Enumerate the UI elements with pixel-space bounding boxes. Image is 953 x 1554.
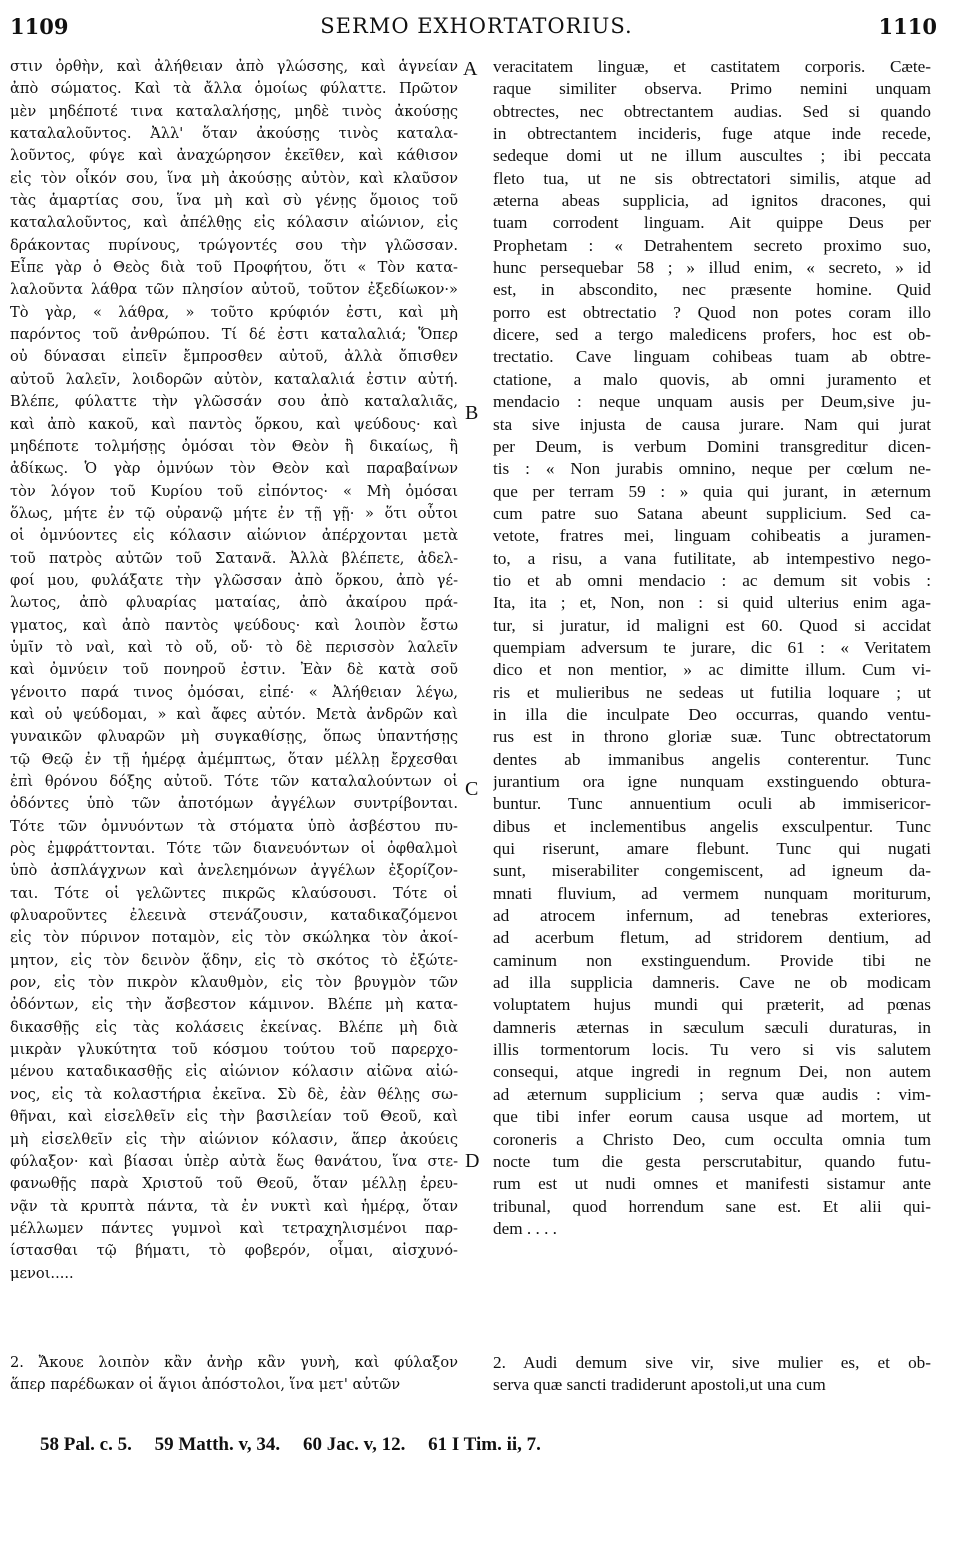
- greek-text-line: καταλαλοῦντος, καὶ ἀπέλθῃς εἰς κόλασιν αἰώνιον, εἰς: [10, 214, 458, 232]
- footnotes: [40, 1434, 559, 1456]
- latin-text-line: buntur. Tunc annuentium oculi ab immisericor-: [493, 794, 931, 814]
- latin-text-column: [493, 56, 931, 1240]
- greek-text-line: καταλαλοῦντος. Ἀλλ' ὅταν ἀκούσῃς τινὸς καταλα-: [10, 125, 458, 143]
- latin-text-line: dicere, sed a tergo maledicens profers, hoc est ob-: [493, 325, 931, 345]
- latin-text-line: Ita, ita ; et, Non, non : si quid ulterius enim aga-: [493, 593, 931, 613]
- latin-text-line: sta sive injusta de causa jurare. Nam qui jurat: [493, 414, 931, 434]
- latin-text-line: dibus et inclementibus angelis exsculpentur. Tunc: [493, 816, 931, 836]
- left-page-number: 1109: [10, 14, 69, 39]
- greek-text-line: καὶ ὀμνύειν τοῦ πονηροῦ ἐστιν. Ἐὰν δὲ κατὰ σοῦ: [10, 661, 458, 679]
- latin-text-line: vetote, fratres mei, linguam cohibeatis a juramen-: [493, 526, 931, 546]
- margin-marker-b: B: [465, 402, 479, 424]
- footnote-60: 60 Jac. v, 12.: [302, 1434, 406, 1455]
- greek-text-line: θῆναι, καὶ εἰσελθεῖν εἰς τὴν βασιλείαν τοῦ Θεοῦ, καὶ: [10, 1108, 458, 1126]
- greek-text-line: φανωθῇς παρὰ Χριστοῦ τοῦ Θεοῦ, ὅταν μέλλῃ ἐρευ-: [10, 1175, 458, 1193]
- latin-text-line: sedeque domi ut ne illum auscultes ; ibi peccata: [493, 146, 931, 166]
- latin-text-line: que tibi infer eorum causa usque ad mortem, ut: [493, 1107, 931, 1127]
- latin-text-line: caminum non exstinguendum. Provide tibi ne: [493, 950, 931, 970]
- latin-text-line: sunt, miserabiliter congemiscent, ad igneum da-: [493, 861, 931, 881]
- margin-marker-c: C: [465, 778, 479, 800]
- latin-text-line: obtrectes, nec obtrectantem audias. Sed si quando: [493, 101, 931, 121]
- latin-text-line: ad illa supplicia damneris. Cave ne ob modicam: [493, 973, 931, 993]
- greek-text-column: [10, 56, 458, 1285]
- latin-text-line: raque similiter observa. Primo nemini unquam: [493, 79, 931, 99]
- latin-text-line: ris et mulieribus ne sedeas ut futilia loquare ; ut: [493, 682, 931, 702]
- latin-text-line: consequi, atque ingredi in regnum Dei, non autem: [493, 1062, 931, 1082]
- greek-text-line: ὅλως, μήτε ἐν τῷ οὐρανῷ μήτε ἐν τῇ γῇ· » ὅτι οὗτοι: [10, 504, 458, 522]
- latin-text-line: coroneris a Christo Deo, cum occulta omnia tum: [493, 1129, 931, 1149]
- margin-marker-a: A: [463, 58, 478, 80]
- latin-text-line: ad æternum supplicium ; serva quæ audis : vim-: [493, 1084, 931, 1104]
- greek-text-line: μένου καταδικασθῇς εἰς αἰώνιον κόλασιν αἰῶνα αἰώ-: [10, 1063, 458, 1081]
- greek-text-line: δράκοντας πυρίνους, τρώγοντές σου τὴν γλῶσσαν.: [10, 236, 458, 254]
- greek-text-line: ίστασθαι τῷ βήματι, τὸ φοβερόν, οἶμαι, αἰσχυνό-: [10, 1242, 458, 1260]
- latin-text-line: rus est in throno gloriæ suæ. Tunc obtrectatorum: [493, 727, 931, 747]
- latin-text-line: nocte tum die gesta perscrutabitur, quando futu-: [493, 1151, 931, 1171]
- greek-text-line: τὸν λόγον τοῦ Κυρίου τοῦ εἰπόντος· « Μὴ ὀμόσαι: [10, 482, 458, 500]
- latin-text-line: que per terram 59 : » quia qui jurant, in æternum: [493, 481, 931, 501]
- latin-text-line: rum est ut nudi omnes et manifesti sistamur ante: [493, 1174, 931, 1194]
- greek-text-line: ρον, εἰς τὸν πικρὸν κλαυθμὸν, εἰς τὸν βρυγμὸν τῶν: [10, 974, 458, 992]
- greek-text-line: νᾷν τὰ κρυπτὰ πάντα, τὰ ἐν νυκτὶ καὶ ἡμέρᾳ, ὅταν: [10, 1197, 458, 1215]
- latin-text-line: voluptatem hujus mundi qui præterit, ad pœnas: [493, 995, 931, 1015]
- latin-text-line: fleto tua, ut ne sis obtrectatori similis, atque ad: [493, 168, 931, 188]
- footnote-61: 61 I Tim. ii, 7.: [428, 1434, 541, 1455]
- greek-text-line: μικρὰν γλυκύτητα τοῦ κόσμου τούτου τοῦ παρερχο-: [10, 1041, 458, 1059]
- greek-text-line: δικασθῇς εἰς τὰς κολάσεις ἐκείνας. Βλέπε μὴ διὰ: [10, 1018, 458, 1036]
- latin-text-line: serva quæ sancti tradiderunt apostoli,ut una cum: [493, 1375, 826, 1395]
- latin-text-line: tuam corrodent linguam. Ait quippe Deus per: [493, 213, 931, 233]
- latin-text-line: Prophetam : « Detrahentem secreto proximo suo,: [493, 235, 931, 255]
- greek-text-line: μὴ εἰσελθεῖν εἰς τὴν αἰώνιον κόλασιν, ἅπερ ἀκούεις: [10, 1130, 458, 1148]
- greek-text-line: φοί μου, φυλάξατε τὴν γλῶσσαν ἀπὸ ὅρκου, ἀπὸ γέ-: [10, 571, 458, 589]
- greek-text-line: φύλαξον· καὶ βίασαι ὑπὲρ αὐτὰ ἕως θανάτου, ἵνα στε-: [10, 1152, 458, 1170]
- greek-text-line: ἅπερ παρέδωκαν οἱ ἅγιοι ἀπόστολοι, ἵνα μετ' αὐτῶν: [10, 1376, 401, 1394]
- latin-text-line: per Deum, is verbum Domini transgreditur dicen-: [493, 436, 931, 456]
- greek-text-line: μὲν μηδέποτέ τινα καταλαλήσῃς, μηδὲ τινὸς ἀκούσῃς: [10, 102, 458, 120]
- greek-text-line: Τὸ γὰρ, « λάθρα, » τοῦτο κρύφιόν ἐστι, καὶ μὴ: [10, 303, 458, 321]
- greek-text-line: ται. Τότε οἱ γελῶντες πικρῶς κλαύσουσι. Τότε οἱ: [10, 884, 458, 902]
- greek-text-line: μενοι.....: [10, 1264, 74, 1282]
- latin-text-line: est, in abscondito, nec præsente homine. Quid: [493, 280, 931, 300]
- latin-text-line: dentes ab immanibus angelis conterentur. Tunc: [493, 749, 931, 769]
- greek-text-line: μητον, εἰς τὸν δεινὸν ᾅδην, εἰς τὸ σκότος τὸ ἐξώτε-: [10, 951, 458, 969]
- latin-text-line: ctatione, a malo quovis, ab omni juramento et: [493, 369, 931, 389]
- greek-text-line: φλυαροῦντες ἐλεεινὰ στενάζουσιν, καταδικαζόμενοι: [10, 907, 458, 925]
- greek-text-line: Τότε τῶν ὀμνυόντων τὰ στόματα ὑπὸ ἀσβέστου πυ-: [10, 817, 458, 835]
- latin-text-line: hunc persequebar 58 ; » illud enim, « secreto, » id: [493, 258, 931, 278]
- greek-text-line: οὐ δύνασαι εἰπεῖν ἔμπροσθεν αὐτοῦ, ἀλλὰ ὄπισθεν: [10, 348, 458, 366]
- latin-text-line: qui riserunt, amare flebunt. Tunc qui nugati: [493, 839, 931, 859]
- latin-text-line: dem . . . .: [493, 1218, 557, 1238]
- greek-text-line: ὑπὸ ἀσπλάγχνων καὶ ἀνελεημόνων ἀγγέλων ἐξορίζον-: [10, 862, 458, 880]
- latin-text-line: tribunal, quod horrendum sane est. Et alii qui-: [493, 1196, 931, 1216]
- greek-text-line: Εἶπε γὰρ ὁ Θεὸς διὰ τοῦ Προφήτου, ὅτι « Τὸν κατα-: [10, 259, 458, 277]
- greek-text-line: ὀδόντων, εἰς τὴν ἄσβεστον κάμινον. Βλέπε μὴ κατα-: [10, 996, 458, 1014]
- greek-text-line: ρὸς ἐμφράττονται. Τότε τῶν διανευόντων οἱ ὀφθαλμοὶ: [10, 840, 458, 858]
- latin-text-line: illis tormentorum locis. Tu vero si vis salutem: [493, 1040, 931, 1060]
- greek-text-line: παρόντος τοῦ ἀνθρώπου. Τί δέ ἐστι καταλαλιά; Ὅπερ: [10, 326, 458, 344]
- greek-text-line: στιν ὀρθὴν, καὶ ἀλήθειαν ἀπὸ γλώσσης, καὶ ἁγνείαν: [10, 58, 458, 75]
- greek-paragraph-2: [10, 1352, 458, 1397]
- latin-text-line: to, a risu, a vana futilitate, ab intempestivo nego-: [493, 548, 931, 568]
- latin-text-line: jurantium ora igne nunquam exstinguendo obtura-: [493, 772, 931, 791]
- footnote-59: 59 Matth. v, 34.: [154, 1434, 281, 1455]
- latin-text-line: mendacio : neque unquam ausis per Deum,sive ju-: [493, 392, 931, 412]
- greek-text-line: τοῦ πατρὸς αὐτῶν τοῦ Σατανᾶ. Ἀλλὰ βλέπετε, ἀδελ-: [10, 549, 458, 567]
- greek-text-line: Βλέπε, φύλαττε τὴν γλῶσσάν σου ἀπὸ καταλαλιᾶς,: [10, 393, 458, 411]
- latin-text-line: trectatio. Cave linguam cohibeas tuam ab obtre-: [493, 347, 931, 367]
- greek-text-line: λωτος, ἀπὸ φλυαρίας ματαίας, ἀπὸ ἀκαίρου πρά-: [10, 594, 458, 612]
- running-title: SERMO EXHORTATORIUS.: [320, 14, 633, 38]
- latin-text-line: cum patre suo Satana abeunt supplicium. Sed ca-: [493, 503, 931, 523]
- right-page-number: 1110: [878, 14, 937, 39]
- greek-text-line: εἰς τὸν οἶκόν σου, ἵνα μὴ ἀκούσῃς αὐτὸν, καὶ κλαῦσον: [10, 169, 458, 187]
- greek-text-line: γυναικῶν φλυαρῶν μὴ συγκαθίσῃς, ὅπως ὑπαντήσῃς: [10, 728, 458, 746]
- greek-text-line: εἰς τὸν πύρινον ποταμὸν, εἰς τὸν σκώληκα τὸν ἀκοί-: [10, 929, 458, 947]
- greek-text-line: ἐπὶ θρόνου δόξης αὐτοῦ. Τότε τῶν καταλαλούντων οἱ: [10, 773, 458, 790]
- page-header: [0, 14, 953, 48]
- latin-text-line: veracitatem linguæ, et castitatem corporis. Cæte-: [493, 57, 931, 76]
- greek-text-line: γματος, καὶ ἀπὸ παντὸς ψεύδους· καὶ λοιπὸν ἔστω: [10, 616, 458, 634]
- greek-text-line: αὐτοῦ λαλεῖν, λοιδορῶν αὐτὸν, καταλαλιά ἐστιν αὐτή.: [10, 370, 458, 388]
- latin-text-line: in illa die inculpate Deo occurras, quando ventu-: [493, 704, 931, 724]
- greek-text-line: λοῦντος, φύγε καὶ ἀναχώρησον ἐκεῖθεν, καὶ κάθισον: [10, 147, 458, 165]
- latin-text-line: 2. Audi demum sive vir, sive mulier es, et ob-: [493, 1353, 931, 1372]
- latin-text-line: tis : « Non jurabis omnino, neque per cœlum ne-: [493, 459, 931, 479]
- greek-text-line: καὶ ἀπὸ κακοῦ, καὶ παντὸς ὅρκου, καὶ ψεύδους· καὶ: [10, 415, 458, 433]
- latin-text-line: ad acerbum fletum, ad stridorem dentium, ad: [493, 928, 931, 948]
- greek-text-line: ὀδόντες ὑπὸ τῶν ἀποτόμων ἀγγέλων συντρίβονται.: [10, 795, 458, 813]
- greek-text-line: καὶ οὐ ψεύδομαι, » καὶ ἄφες αὐτόν. Μετὰ ἀνδρῶν καὶ: [10, 705, 458, 723]
- greek-text-line: ἀδίκως. Ὁ γὰρ ὀμνύων τὸν Θεὸν καὶ παραβαίνων: [10, 460, 458, 478]
- latin-text-line: dico et non mentior, » ac dimitte illum. Cum vi-: [493, 660, 931, 680]
- greek-text-line: μηδέποτε τολμήσῃς ὀμόσαι τὸν Θεὸν ἢ δικαίως, ἢ: [10, 437, 458, 455]
- latin-paragraph-2: [493, 1352, 931, 1397]
- greek-text-line: νος, εἰς τὰ κολαστήρια ἐκεῖνα. Σὺ δὲ, ἐὰν θέλῃς σω-: [10, 1085, 458, 1103]
- greek-text-line: τὰς ἁμαρτίας σου, ἵνα μὴ καὶ σὺ γένῃς ὅμοιος τοῦ: [10, 192, 458, 210]
- greek-text-line: λαλοῦντα λάθρα τῶν πλησίον αὐτοῦ, τοῦτον ἐξεδίωκον·»: [10, 281, 458, 299]
- latin-text-line: mnati fluvium, ad vermem nunquam moriturum,: [493, 883, 931, 903]
- latin-text-line: tio et ab omni mendacio : ac demum sit vobis :: [493, 570, 931, 590]
- greek-text-line: οἱ ὀμνύοντες εἰς κόλασιν αἰώνιον ἀπέρχονται μετὰ: [10, 527, 458, 545]
- latin-text-line: tur, si juratur, id maligni est 60. Quod si accidat: [493, 615, 931, 635]
- latin-text-line: quempiam adversum te jurare, dic 61 : « Veritatem: [493, 637, 931, 657]
- latin-text-line: æterna abeas supplicia, ad ignitos dracones, qui: [493, 191, 931, 211]
- latin-text-line: porro est obtrectatio ? Quod non potes coram illo: [493, 302, 931, 322]
- footnote-58: 58 Pal. c. 5.: [40, 1434, 132, 1455]
- greek-text-line: μέλλωμεν πάντες γυμνοὶ καὶ τετραχηλισμένοι παρ-: [10, 1219, 458, 1237]
- latin-text-line: damneris æternas in sæculum sæculi duraturas, in: [493, 1017, 931, 1037]
- greek-text-line: γένοιτο παρά τινος ὀμόσαι, εἰπέ· « Ἀλήθειαν λέγω,: [10, 683, 458, 701]
- greek-text-line: ἀπὸ σώματος. Καὶ τὰ ἄλλα ὁμοίως φύλαττε. Πρῶτον: [10, 80, 458, 98]
- latin-text-line: in obtrectantem incideris, fuge atque inde recede,: [493, 124, 931, 144]
- margin-marker-d: D: [465, 1150, 480, 1172]
- greek-text-line: ὑμῖν τὸ ναὶ, καὶ τὸ οὔ, οὔ· τὸ δὲ περισσὸν λαλεῖν: [10, 638, 458, 656]
- greek-text-line: 2. Ἄκουε λοιπὸν κἂν ἀνὴρ κἂν γυνὴ, καὶ φύλαξον: [10, 1354, 458, 1371]
- latin-text-line: ad atrocem infernum, ad tenebras exteriores,: [493, 906, 931, 926]
- greek-text-line: τῷ Θεῷ ἐν τῇ ἡμέρᾳ ἀμέμπτως, ὅταν μέλλῃ ἔρχεσθαι: [10, 750, 458, 768]
